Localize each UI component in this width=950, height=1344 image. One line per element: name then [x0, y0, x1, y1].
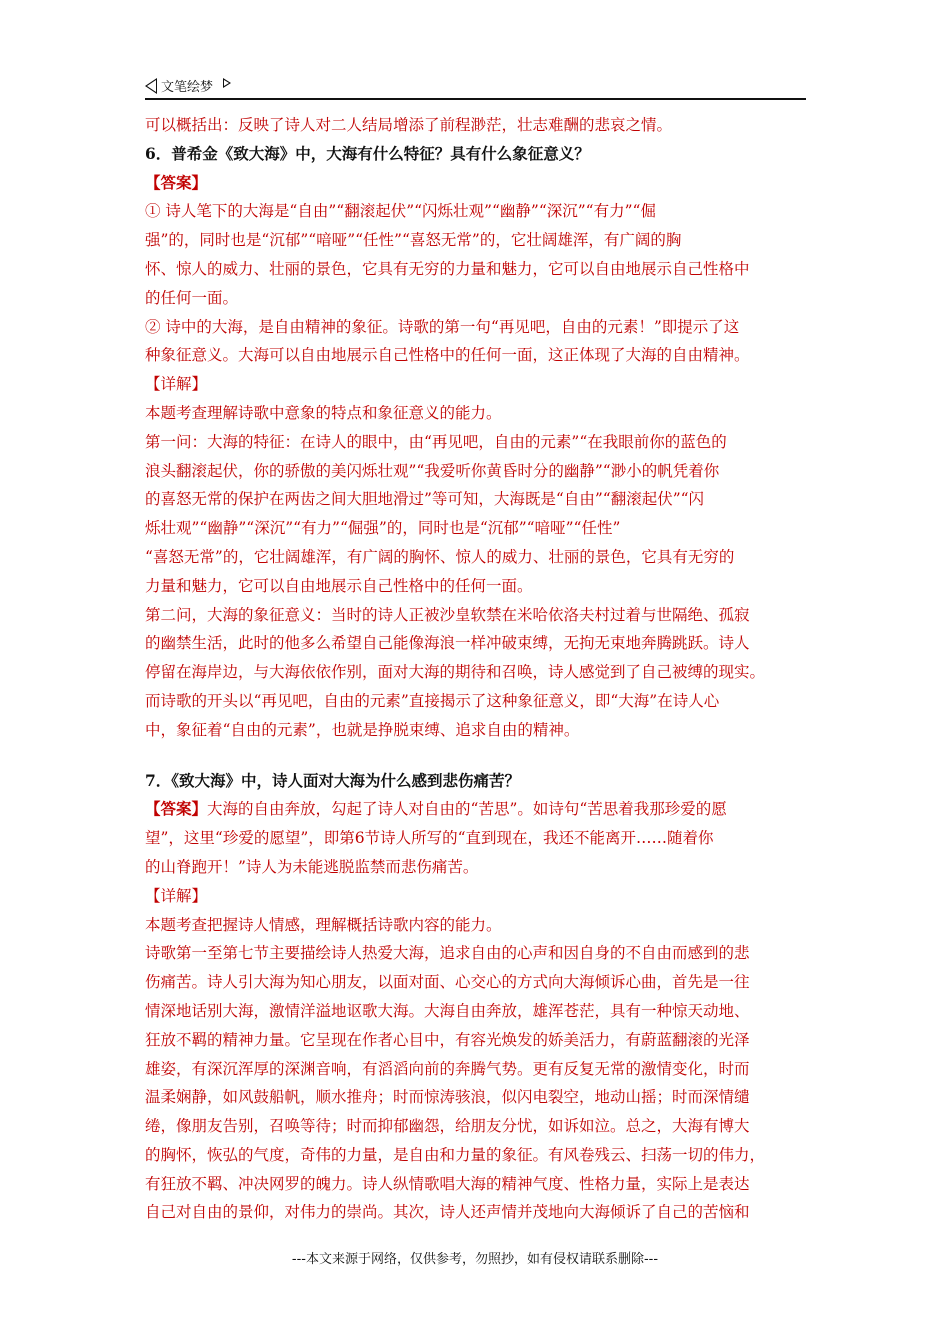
header-brand [145, 76, 231, 95]
body-text-line: 自己对自由的景仰，对伟力的崇尚。其次，诗人还声情并茂地向大海倾诉了自己的苦恼和 [145, 1203, 750, 1222]
body-text-line: ① 诗人笔下的大海是“自由”“翻滚起伏”“闪烁壮观”“幽静”“深沉”“有力”“倔 [145, 202, 656, 221]
body-text-line: 力量和魅力，它可以自由地展示自己性格中的任何一面。 [145, 576, 533, 595]
header-title: 文笔绘梦 [161, 80, 214, 95]
body-text-line: 望”，这里“珍爱的愿望”，即第6节诗人所写的“直到现在，我还不能离开……随着你 [145, 829, 714, 848]
body-text-line: 的喜怒无常的保护在两齿之间大胆地滑过”等可知，大海既是“自由”“翻滚起伏”“闪 [145, 490, 705, 509]
question-heading: 6．普希金《致大海》中，大海有什么特征？具有什么象征意义？ [145, 143, 590, 163]
body-text-line: “喜怒无常”的，它壮阔雄浑，有广阔的胸怀、惊人的威力、壮丽的景色，它具有无穷的 [145, 547, 735, 566]
body-text-line: 诗歌第一至第七节主要描绘诗人热爱大海，追求自由的心声和因自身的不自由而感到的悲 [145, 944, 750, 963]
question-heading: 7．《致大海》中，诗人面对大海为什么感到悲伤痛苦？ [145, 770, 521, 790]
body-text-line: 有狂放不羁、冲决网罗的魄力。诗人纵情歌唱大海的精神气度、性格力量，实际上是表达 [145, 1174, 750, 1193]
body-text-line: 可以概括出：反映了诗人对二人结局增添了前程渺茫，壮志难酬的悲哀之情。 [145, 116, 673, 134]
body-text-line: 中，象征着“自由的元素”，也就是挣脱束缚、追求自由的精神。 [145, 720, 580, 739]
body-text-line: 怀、惊人的威力、壮丽的景色，它具有无穷的力量和魅力，它可以自由地展示自己性格中 [145, 259, 750, 278]
answer-tag: 【答案】 [145, 172, 208, 192]
body-text-line: 绻，像朋友告别，召唤等待；时而抑郁幽怨，给朋友分忧，如诉如泣。总之，大海有博大 [145, 1117, 750, 1136]
body-text-line: 第二问，大海的象征意义：当时的诗人正被沙皇软禁在米哈依洛夫村过着与世隔绝、孤寂 [145, 605, 750, 624]
body-text-line: 【详解】 [145, 375, 208, 394]
answer-line: 【答案】大海的自由奔放，勾起了诗人对自由的“苦思”。如诗句“苦思着我那珍爱的愿 [145, 799, 727, 819]
body-text-line: 浪头翻滚起伏，你的骄傲的美闪烁壮观”“我爱听你黄昏时分的幽静”“渺小的帆凭着你 [145, 461, 720, 480]
body-text-line: 停留在海岸边，与大海依依作别，面对大海的期待和召唤，诗人感觉到了自己被缚的现实。 [145, 663, 766, 682]
body-text-line: 的山脊跑开！”诗人为未能逃脱监禁而悲伤痛苦。 [145, 857, 479, 876]
body-text-line: 的任何一面。 [145, 288, 239, 307]
paragraph-gap [145, 745, 810, 767]
body-text-line: 情深地话别大海，激情洋溢地讴歌大海。大海自由奔放，雄浑苍茫，具有一种惊天动地、 [145, 1001, 750, 1020]
body-text-line: 狂放不羁的精神力量。它呈现在作者心目中，有容光焕发的娇美活力，有蔚蓝翻滚的光泽 [145, 1030, 750, 1049]
triangle-right-icon [223, 78, 231, 88]
body-text-line: 而诗歌的开头以“再见吧，自由的元素”直接揭示了这种象征意义，即“大海”在诗人心 [145, 691, 720, 710]
body-text-line: 的胸怀，恢弘的气度，奇伟的力量，是自由和力量的象征。有风卷残云、扫荡一切的伟力， [145, 1145, 766, 1164]
body-text-line: 的幽禁生活，此时的他多么希望自己能像海浪一样冲破束缚，无拘无束地奔腾跳跃。诗人 [145, 634, 750, 653]
body-text-line: 伤痛苦。诗人引大海为知心朋友，以面对面、心交心的方式向大海倾诉心曲，首先是一往 [145, 973, 750, 992]
document-body [145, 111, 810, 1227]
body-text-line: 【详解】 [145, 886, 208, 905]
body-text-line: 强”的，同时也是“沉郁”“喑哑”“任性”“喜怒无常”的，它壮阔雄浑，有广阔的胸 [145, 231, 682, 250]
body-text-line: 种象征意义。大海可以自由地展示自己性格中的任何一面，这正体现了大海的自由精神。 [145, 346, 750, 365]
body-text-line: 本题考查理解诗歌中意象的特点和象征意义的能力。 [145, 403, 502, 422]
body-text-line: 温柔娴静，如风鼓船帆，顺水推舟；时而惊涛骇浪，似闪电裂空，地动山摇；时而深情缱 [145, 1088, 750, 1107]
body-text-line: 烁壮观”“幽静”“深沉”“有力”“倔强”的，同时也是“沉郁”“喑哑”“任性” [145, 519, 621, 538]
page-footer: ---本文来源于网络，仅供参考，勿照抄，如有侵权请联系删除--- [291, 1252, 659, 1267]
body-text-line: 雄姿，有深沉浑厚的深渊音响，有滔滔向前的奔腾气势。更有反复无常的激情变化，时而 [145, 1059, 750, 1078]
body-text-line: 第一问：大海的特征：在诗人的眼中，由“再见吧，自由的元素”“在我眼前你的蓝色的 [145, 432, 727, 451]
body-text-line: 本题考查把握诗人情感，理解概括诗歌内容的能力。 [145, 915, 502, 934]
body-text-line: ② 诗中的大海，是自由精神的象征。诗歌的第一句“再见吧，自由的元素！”即提示了这 [145, 317, 740, 336]
page-header [145, 72, 806, 100]
triangle-left-icon [145, 78, 157, 94]
